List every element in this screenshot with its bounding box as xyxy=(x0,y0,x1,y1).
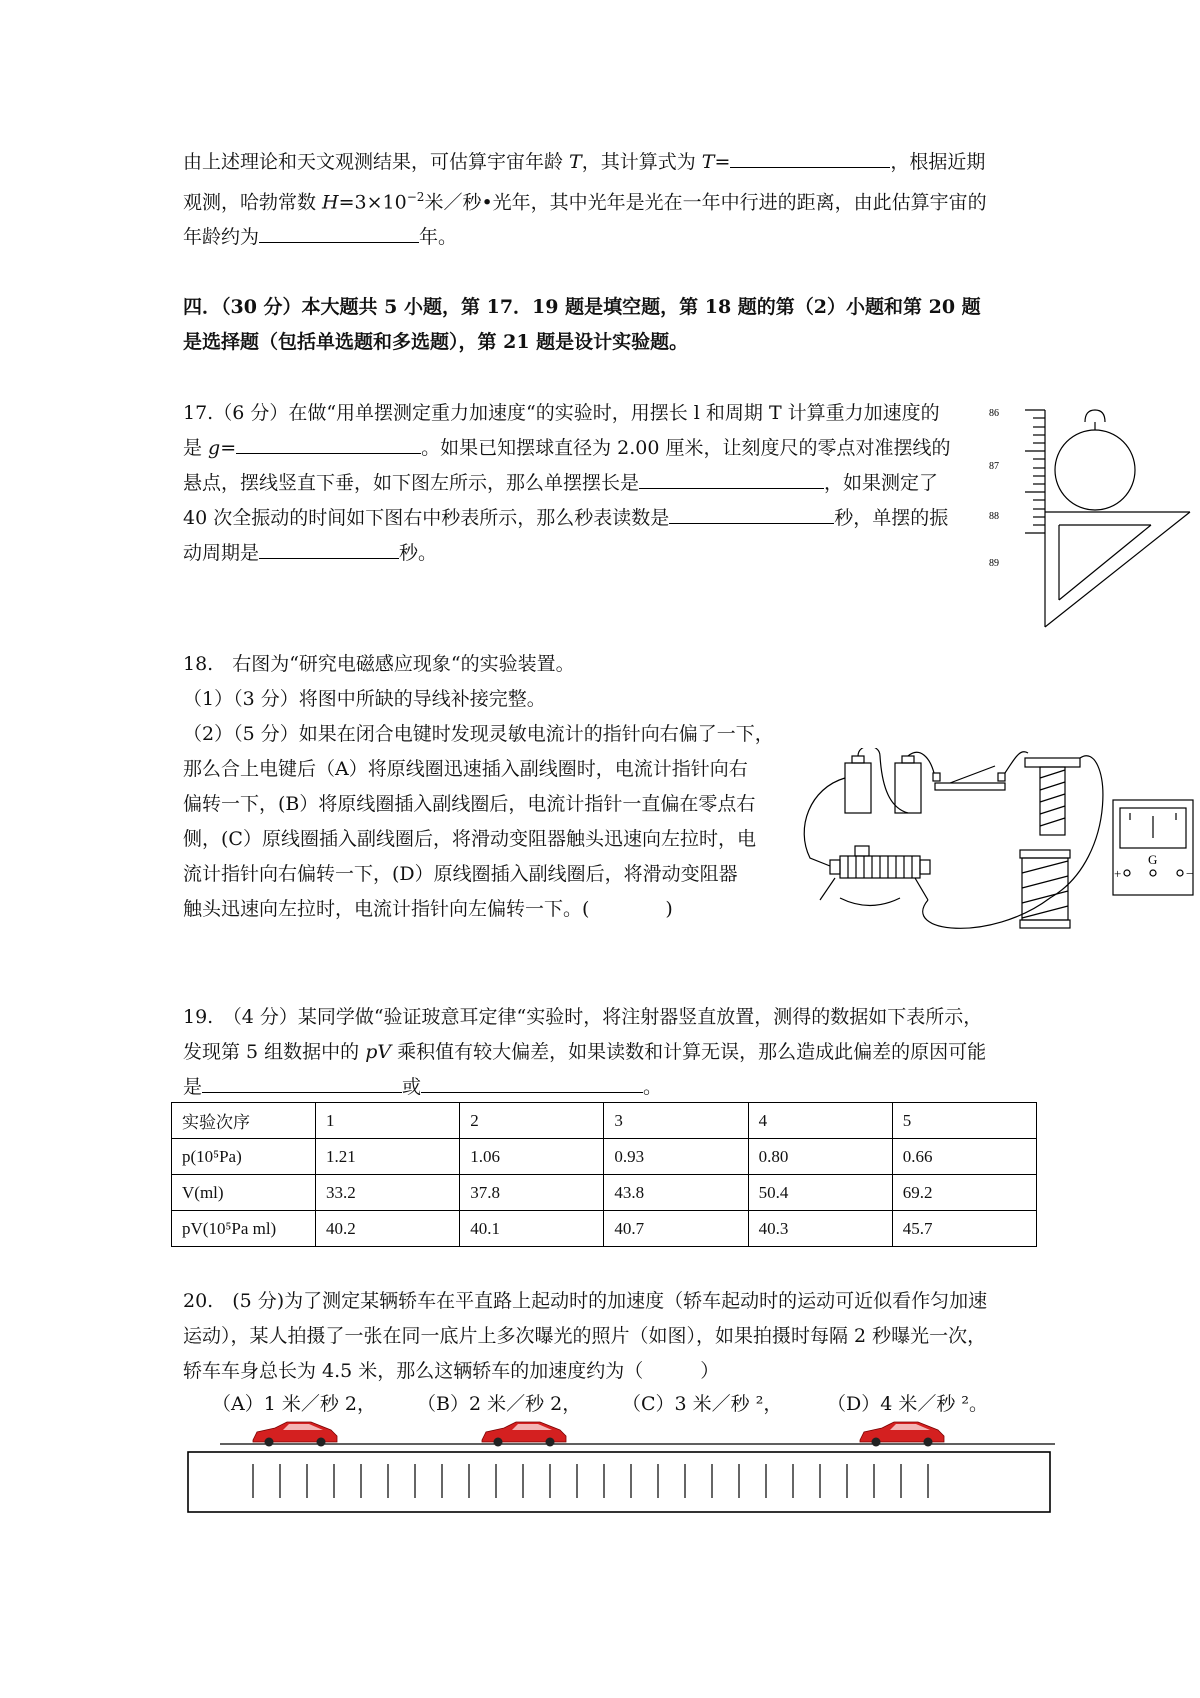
ruler-label: 86 xyxy=(989,408,999,419)
pendulum-ruler-figure xyxy=(985,402,1200,632)
table-row: p(10⁵Pa) 1.21 1.06 0.93 0.80 0.66 xyxy=(172,1139,1037,1175)
choice-c[interactable]: （C）3 米／秒 ²， xyxy=(622,1393,783,1415)
scale-marks xyxy=(253,1464,928,1498)
table-row: V(ml) 33.2 37.8 43.8 50.4 69.2 xyxy=(172,1175,1037,1211)
answer-blank[interactable] xyxy=(259,220,419,243)
induction-apparatus-figure xyxy=(800,748,1195,936)
answer-blank[interactable] xyxy=(730,145,890,168)
intro-paragraph: 由上述理论和天文观测结果，可估算宇宙年龄 T，其计算式为 T= ，根据近期 观测，哈勃常数 $H=3\times 10^{-2}$米／秒•光年，其中光年是光在一年中行进的距离，由此估算宇宙的 年龄约为 年。 xyxy=(183,145,987,255)
table-row: 实验次序 1 2 3 4 5 xyxy=(172,1103,1037,1139)
table-row: pV(10⁵Pa ml) 40.2 40.1 40.7 40.3 45.7 xyxy=(172,1211,1037,1247)
question-17: 17.（6 分）在做“用单摆测定重力加速度“的实验时，用摆长 l 和周期 T 计算重力加速度的 是 g= 。如果已知摆球直径为 2.00 厘米，让刻度尺的零点对准摆线的 悬点，摆线竖直下垂，如下图左所示，那么单摆摆长是 ，如果测定了 40 次全振动的时间如下图右中秒表所示，那么秒表读数是 秒，单摆的振 动周期是 秒。 xyxy=(183,402,951,564)
question-20: 20. (5 分)为了测定某辆轿车在平直路上起动时的加速度（轿车起动时的运动可近似看作匀加速 运动），某人拍摄了一张在同一底片上多次曝光的照片（如图），如果拍摄时每隔 2 秒曝光一次， 轿车车身总长为 4.5 米，那么这辆轿车的加速度约为（ ） xyxy=(183,1290,988,1382)
switch xyxy=(935,783,1005,790)
ruler-label: 88 xyxy=(989,511,999,522)
answer-blank[interactable] xyxy=(202,1070,402,1093)
galvanometer-minus-label: − xyxy=(1186,866,1194,881)
car-icon xyxy=(482,1422,566,1447)
choice-d[interactable]: （D）4 米／秒 ²。 xyxy=(827,1393,989,1415)
galvanometer-plus-label: + xyxy=(1114,866,1122,881)
ruler-label: 89 xyxy=(989,558,999,569)
car-icon xyxy=(253,1422,337,1447)
battery xyxy=(895,763,921,813)
answer-blank[interactable] xyxy=(259,536,399,559)
answer-blank[interactable] xyxy=(639,466,824,489)
boyle-law-data-table xyxy=(171,1102,1037,1247)
galvanometer-g-label: G xyxy=(1148,852,1158,867)
answer-blank[interactable] xyxy=(421,1070,643,1093)
question-18: 18. 右图为“研究电磁感应现象“的实验装置。 （1）（3 分）将图中所缺的导线补接完整。 （2）（5 分）如果在闭合电键时发现灵敏电流计的指针向右偏了一下， 那么合上电键后（A）将原线圈迅速插入副线圈时，电流计指针向右 偏转一下，(B）将原线圈插入副线圈后，电流计指针一直偏在零点右 侧，(C）原线圈插入副线圈后，将滑动变阻器触头迅速向左拉时，电 流计指针向右偏转一下，(D）原线圈插入副线圈后，将滑动变阻器 触头迅速向左拉时，电流计指针向左偏转一下。( ) xyxy=(183,653,774,920)
choice-a[interactable]: （A）1 米／秒 2， xyxy=(212,1393,376,1415)
answer-blank[interactable] xyxy=(669,501,834,524)
question-19: 19. （4 分）某同学做“验证玻意耳定律“实验时，将注射器竖直放置，测得的数据如下表所示， 发现第 5 组数据中的 pV 乘积值有较大偏差，如果读数和计算无误，那么造成此偏差的原因可能 是 或 。 xyxy=(183,1006,987,1098)
choice-b[interactable]: （B）2 米／秒 2， xyxy=(417,1393,582,1415)
answer-blank[interactable] xyxy=(236,431,421,454)
road-scale xyxy=(188,1452,1050,1512)
ruler-label: 87 xyxy=(989,461,999,472)
section-header: 四．（30 分）本大题共 5 小题，第 17．19 题是填空题，第 18 题的第（2）小题和第 20 题 是选择题（包括单选题和多选题），第 21 题是设计实验题。 xyxy=(183,296,981,353)
car-exposure-figure xyxy=(185,1418,1055,1518)
answer-choices xyxy=(212,1387,988,1422)
battery xyxy=(845,763,871,813)
car-icon xyxy=(860,1422,944,1447)
